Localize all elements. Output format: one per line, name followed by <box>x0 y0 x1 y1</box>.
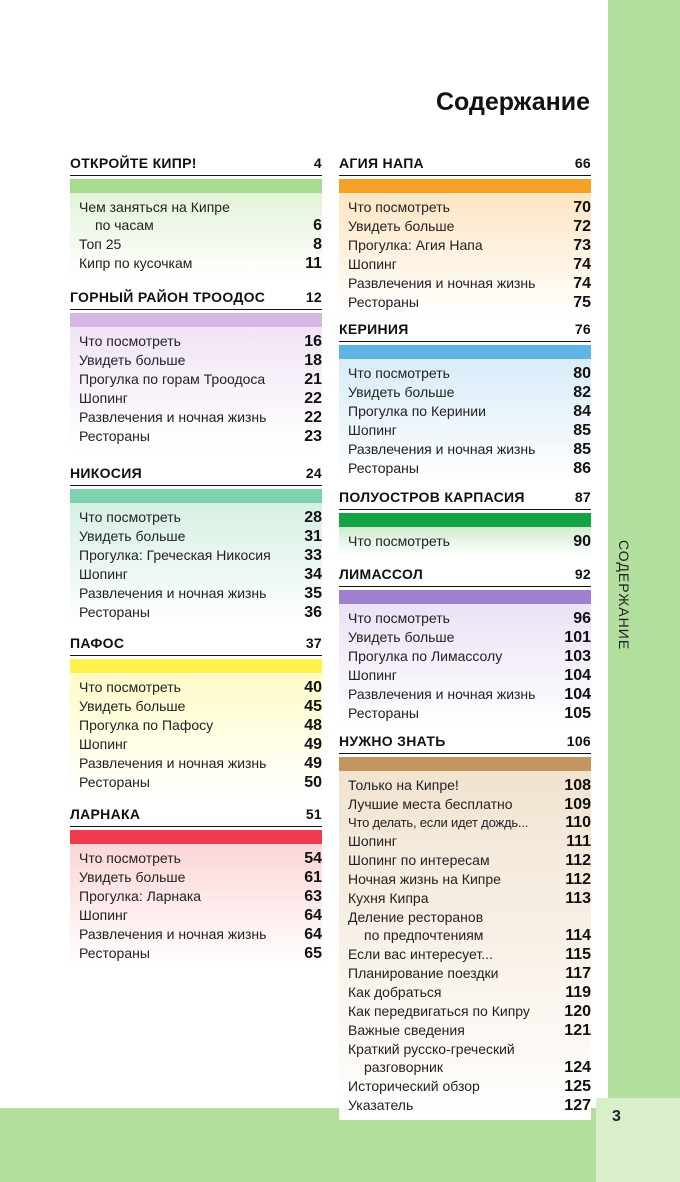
toc-section <box>70 806 322 968</box>
toc-entry[interactable] <box>348 609 591 628</box>
entry-label: Увидеть больше <box>79 352 186 368</box>
section-heading[interactable] <box>70 155 322 173</box>
section-rule <box>339 509 591 510</box>
toc-entry[interactable] <box>348 983 591 1002</box>
toc-entry[interactable] <box>348 293 591 312</box>
toc-entry[interactable] <box>348 647 591 666</box>
entry-label: Что посмотреть <box>348 365 450 381</box>
toc-entry[interactable] <box>348 1058 591 1077</box>
entry-page: 63 <box>304 888 322 905</box>
entry-label: Шопинг по интересам <box>348 852 490 868</box>
entry-label: Рестораны <box>79 604 150 620</box>
entry-label: Рестораны <box>348 705 419 721</box>
entry-page: 31 <box>304 528 322 545</box>
toc-entry[interactable] <box>79 508 322 527</box>
toc-entry[interactable] <box>79 697 322 716</box>
entry-page: 65 <box>304 945 322 962</box>
section-heading[interactable] <box>339 489 591 507</box>
page-number: 3 <box>612 1108 621 1125</box>
entry-page: 49 <box>304 736 322 753</box>
toc-entry[interactable] <box>348 274 591 293</box>
toc-entry[interactable] <box>348 628 591 647</box>
section-title: НУЖНО ЗНАТЬ <box>339 733 446 749</box>
section-heading[interactable] <box>70 465 322 483</box>
toc-entry[interactable] <box>348 889 591 908</box>
entry-label: Что посмотреть <box>348 199 450 215</box>
section-title: ПАФОС <box>70 635 125 651</box>
toc-entry[interactable] <box>348 795 591 814</box>
entry-page: 80 <box>573 365 591 382</box>
entry-label: Шопинг <box>79 566 128 582</box>
entry-label: Рестораны <box>348 460 419 476</box>
entry-label: Лучшие места бесплатно <box>348 796 513 812</box>
page-title: Содержание <box>435 88 590 116</box>
color-band <box>339 757 591 771</box>
entry-page: 111 <box>566 833 591 850</box>
toc-section <box>339 321 591 483</box>
section-page: 12 <box>305 289 322 305</box>
toc-entry[interactable] <box>348 666 591 685</box>
color-band <box>339 590 591 604</box>
entry-label: Топ 25 <box>79 236 122 252</box>
entry-label: Прогулка: Ларнака <box>79 888 202 904</box>
entry-label: Развлечения и ночная жизнь <box>348 441 536 457</box>
toc-entry[interactable] <box>79 408 322 427</box>
entry-label: Рестораны <box>79 428 150 444</box>
entry-page: 75 <box>573 294 591 311</box>
section-entries <box>70 503 322 627</box>
section-rule <box>70 485 322 486</box>
toc-entry[interactable] <box>79 603 322 622</box>
entry-label: Кухня Кипра <box>348 890 429 906</box>
section-heading[interactable] <box>70 635 322 653</box>
toc-entry[interactable] <box>348 1021 591 1040</box>
entry-label: Увидеть больше <box>79 869 186 885</box>
entry-page: 96 <box>573 610 591 627</box>
entry-label: Что посмотреть <box>79 850 181 866</box>
entry-page: 73 <box>573 237 591 254</box>
entry-page: 74 <box>573 275 591 292</box>
entry-label: Рестораны <box>348 294 419 310</box>
entry-label: Что посмотреть <box>79 509 181 525</box>
entry-label: Шопинг <box>79 907 128 923</box>
entry-label: Шопинг <box>348 256 397 272</box>
toc-entry[interactable] <box>79 849 322 868</box>
entry-label: Что посмотреть <box>79 679 181 695</box>
entry-label: Только на Кипре! <box>348 777 459 793</box>
entry-page: 109 <box>564 796 591 813</box>
entry-label: Прогулка по горам Троодоса <box>79 371 266 387</box>
toc-entry[interactable] <box>348 908 591 926</box>
toc-entry[interactable] <box>348 383 591 402</box>
entry-label: Что посмотреть <box>79 333 181 349</box>
entry-page: 22 <box>304 409 322 426</box>
color-band <box>70 659 322 673</box>
entry-label: Увидеть больше <box>79 528 186 544</box>
entry-label: по часам <box>95 217 154 233</box>
toc-entry[interactable] <box>79 198 322 216</box>
toc-entry[interactable] <box>348 1096 591 1115</box>
entry-label: Как передвигаться по Кипру <box>348 1003 530 1019</box>
section-rule <box>339 753 591 754</box>
section-entries <box>339 604 591 728</box>
entry-label: Рестораны <box>79 774 150 790</box>
entry-label: Прогулка: Агия Напа <box>348 237 483 253</box>
side-label: СОДЕРЖАНИЕ <box>616 540 632 651</box>
entry-page: 110 <box>565 814 591 831</box>
toc-entry[interactable] <box>348 198 591 217</box>
section-page: 66 <box>574 155 591 171</box>
entry-page: 72 <box>573 218 591 235</box>
section-entries <box>70 844 322 968</box>
entry-label: Развлечения и ночная жизнь <box>348 275 536 291</box>
entry-page: 121 <box>564 1022 591 1039</box>
entry-label: Прогулка: Греческая Никосия <box>79 547 271 563</box>
section-entries <box>339 359 591 483</box>
entry-label: Ночная жизнь на Кипре <box>348 871 501 887</box>
toc-section <box>339 733 591 1120</box>
entry-page: 85 <box>573 441 591 458</box>
toc-entry[interactable] <box>348 685 591 704</box>
entry-label: Шопинг <box>79 736 128 752</box>
section-heading[interactable] <box>70 806 322 824</box>
entry-page: 115 <box>565 946 591 963</box>
entry-page: 113 <box>565 890 591 907</box>
section-page: 37 <box>305 635 322 651</box>
entry-label: Увидеть больше <box>348 384 455 400</box>
section-entries <box>70 673 322 797</box>
entry-page: 33 <box>304 547 322 564</box>
entry-page: 35 <box>304 585 322 602</box>
color-band <box>339 179 591 193</box>
entry-label: Что делать, если идет дождь... <box>348 815 529 830</box>
section-heading[interactable] <box>339 733 591 751</box>
entry-label: Прогулка по Лимассолу <box>348 648 503 664</box>
toc-section <box>70 635 322 797</box>
color-band <box>70 313 322 327</box>
entry-page: 11 <box>305 255 322 272</box>
toc-entry[interactable] <box>79 370 322 389</box>
color-band <box>70 489 322 503</box>
toc-entry[interactable] <box>79 735 322 754</box>
toc-entry[interactable] <box>79 678 322 697</box>
entry-page: 6 <box>313 217 322 234</box>
entry-page: 28 <box>304 509 322 526</box>
toc-entry[interactable] <box>348 945 591 964</box>
entry-page: 85 <box>573 422 591 439</box>
toc-entry[interactable] <box>79 427 322 446</box>
toc-entry[interactable] <box>348 459 591 478</box>
toc-entry[interactable] <box>79 546 322 565</box>
section-entries <box>339 527 591 556</box>
section-entries <box>339 771 591 1120</box>
toc-entry[interactable] <box>79 906 322 925</box>
entry-page: 117 <box>565 965 591 982</box>
entry-page: 49 <box>304 755 322 772</box>
section-title: АГИЯ НАПА <box>339 155 424 171</box>
entry-page: 45 <box>304 698 322 715</box>
entry-label: Шопинг <box>79 390 128 406</box>
section-rule <box>70 655 322 656</box>
entry-label: Шопинг <box>348 422 397 438</box>
toc-entry[interactable] <box>79 389 322 408</box>
entry-label: Кипр по кусочкам <box>79 255 193 271</box>
toc-section <box>70 289 322 451</box>
page-number-box <box>596 1098 680 1182</box>
toc-entry[interactable] <box>348 814 591 832</box>
section-title: ЛАРНАКА <box>70 806 141 822</box>
entry-page: 36 <box>304 604 322 621</box>
toc-entry[interactable] <box>79 254 322 273</box>
entry-label: Если вас интересует... <box>348 946 493 962</box>
entry-page: 23 <box>304 428 322 445</box>
entry-page: 112 <box>565 852 591 869</box>
entry-label: Важные сведения <box>348 1022 465 1038</box>
toc-entry[interactable] <box>348 421 591 440</box>
toc-entry[interactable] <box>79 332 322 351</box>
entry-page: 103 <box>564 648 591 665</box>
section-entries <box>339 193 591 317</box>
entry-page: 120 <box>564 1003 591 1020</box>
entry-page: 105 <box>564 705 591 722</box>
entry-label: Деление ресторанов <box>348 909 484 925</box>
toc-entry[interactable] <box>79 527 322 546</box>
entry-page: 34 <box>304 566 322 583</box>
toc-entry[interactable] <box>79 868 322 887</box>
entry-page: 84 <box>573 403 591 420</box>
color-band <box>339 513 591 527</box>
toc-entry[interactable] <box>348 255 591 274</box>
section-rule <box>339 341 591 342</box>
toc-entry[interactable] <box>348 964 591 983</box>
entry-label: Прогулка по Пафосу <box>79 717 214 733</box>
section-rule <box>70 826 322 827</box>
entry-label: Развлечения и ночная жизнь <box>79 926 267 942</box>
section-title: ГОРНЫЙ РАЙОН ТРООДОС <box>70 289 266 305</box>
entry-label: Указатель <box>348 1097 414 1113</box>
section-heading[interactable] <box>70 289 322 307</box>
toc-entry[interactable] <box>79 351 322 370</box>
entry-label: Рестораны <box>79 945 150 961</box>
section-page: 87 <box>574 489 591 505</box>
entry-page: 90 <box>573 533 591 550</box>
entry-page: 70 <box>573 199 591 216</box>
section-rule <box>70 175 322 176</box>
entry-page: 54 <box>304 850 322 867</box>
entry-page: 8 <box>313 236 322 253</box>
entry-label: по предпочтениям <box>364 927 484 943</box>
entry-page: 112 <box>565 871 591 888</box>
color-band <box>339 345 591 359</box>
section-title: КЕРИНИЯ <box>339 321 409 337</box>
section-page: 4 <box>313 155 322 171</box>
entry-page: 18 <box>304 352 322 369</box>
entry-page: 119 <box>565 984 591 1001</box>
entry-page: 22 <box>304 390 322 407</box>
section-title: ЛИМАССОЛ <box>339 566 423 582</box>
section-heading[interactable] <box>339 566 591 584</box>
toc-entry[interactable] <box>348 1077 591 1096</box>
toc-section <box>339 566 591 728</box>
toc-entry[interactable] <box>348 704 591 723</box>
toc-entry[interactable] <box>348 217 591 236</box>
toc-entry[interactable] <box>348 402 591 421</box>
section-heading[interactable] <box>339 155 591 173</box>
entry-page: 50 <box>304 774 322 791</box>
toc-entry[interactable] <box>348 440 591 459</box>
toc-section <box>70 155 322 278</box>
entry-page: 114 <box>565 927 591 944</box>
toc-entry[interactable] <box>348 870 591 889</box>
entry-page: 40 <box>304 679 322 696</box>
toc-entry[interactable] <box>348 832 591 851</box>
toc-entry[interactable] <box>348 1040 591 1058</box>
entry-label: Развлечения и ночная жизнь <box>79 409 267 425</box>
section-page: 76 <box>574 321 591 337</box>
toc-section <box>339 489 591 556</box>
entry-page: 124 <box>564 1059 591 1076</box>
entry-label: Исторический обзор <box>348 1078 480 1094</box>
toc-entry[interactable] <box>79 925 322 944</box>
section-heading[interactable] <box>339 321 591 339</box>
toc-entry[interactable] <box>348 236 591 255</box>
toc-entry[interactable] <box>79 584 322 603</box>
color-band <box>70 179 322 193</box>
entry-page: 61 <box>304 869 322 886</box>
section-page: 106 <box>566 733 591 749</box>
toc-entry[interactable] <box>348 926 591 945</box>
section-title: ПОЛУОСТРОВ КАРПАСИЯ <box>339 489 525 505</box>
entry-label: Развлечения и ночная жизнь <box>79 585 267 601</box>
toc-entry[interactable] <box>348 364 591 383</box>
entry-page: 125 <box>564 1078 591 1095</box>
entry-page: 104 <box>564 686 591 703</box>
entry-label: Увидеть больше <box>79 698 186 714</box>
entry-label: Планирование поездки <box>348 965 499 981</box>
section-entries <box>70 193 322 278</box>
entry-page: 104 <box>564 667 591 684</box>
section-page: 24 <box>305 465 322 481</box>
toc-section <box>339 155 591 317</box>
entry-page: 64 <box>304 926 322 943</box>
section-page: 92 <box>574 566 591 582</box>
toc-section <box>70 465 322 627</box>
entry-label: Что посмотреть <box>348 533 450 549</box>
entry-page: 108 <box>564 777 591 794</box>
section-rule <box>339 586 591 587</box>
toc-entry[interactable] <box>79 773 322 792</box>
toc-entry[interactable] <box>79 944 322 963</box>
toc-entry[interactable] <box>79 235 322 254</box>
section-title: НИКОСИЯ <box>70 465 142 481</box>
color-band <box>70 830 322 844</box>
entry-page: 82 <box>573 384 591 401</box>
entry-page: 21 <box>304 371 322 388</box>
section-page: 51 <box>305 806 322 822</box>
entry-label: Развлечения и ночная жизнь <box>79 755 267 771</box>
entry-label: Шопинг <box>348 667 397 683</box>
entry-page: 127 <box>564 1097 591 1114</box>
toc-entry[interactable] <box>348 851 591 870</box>
entry-page: 74 <box>573 256 591 273</box>
toc-entry[interactable] <box>79 565 322 584</box>
entry-label: Увидеть больше <box>348 218 455 234</box>
entry-page: 101 <box>564 629 591 646</box>
toc-entry[interactable] <box>348 1002 591 1021</box>
toc-entry[interactable] <box>79 754 322 773</box>
entry-page: 64 <box>304 907 322 924</box>
toc-entry[interactable] <box>79 887 322 906</box>
entry-label: Что посмотреть <box>348 610 450 626</box>
section-entries <box>70 327 322 451</box>
entry-label: Краткий русско-греческий <box>348 1041 515 1057</box>
entry-page: 16 <box>304 333 322 350</box>
entry-label: Чем заняться на Кипре <box>79 199 230 215</box>
entry-label: Прогулка по Керинии <box>348 403 486 419</box>
entry-page: 86 <box>573 460 591 477</box>
entry-label: Как добраться <box>348 984 442 1000</box>
toc-entry[interactable] <box>348 776 591 795</box>
toc-entry[interactable] <box>79 716 322 735</box>
section-rule <box>70 309 322 310</box>
entry-label: разговорник <box>364 1059 443 1075</box>
section-rule <box>339 175 591 176</box>
toc-entry[interactable] <box>79 216 322 235</box>
entry-label: Развлечения и ночная жизнь <box>348 686 536 702</box>
entry-label: Шопинг <box>348 833 397 849</box>
toc-entry[interactable] <box>348 532 591 551</box>
section-title: ОТКРОЙТЕ КИПР! <box>70 155 197 171</box>
entry-page: 48 <box>304 717 322 734</box>
entry-label: Увидеть больше <box>348 629 455 645</box>
